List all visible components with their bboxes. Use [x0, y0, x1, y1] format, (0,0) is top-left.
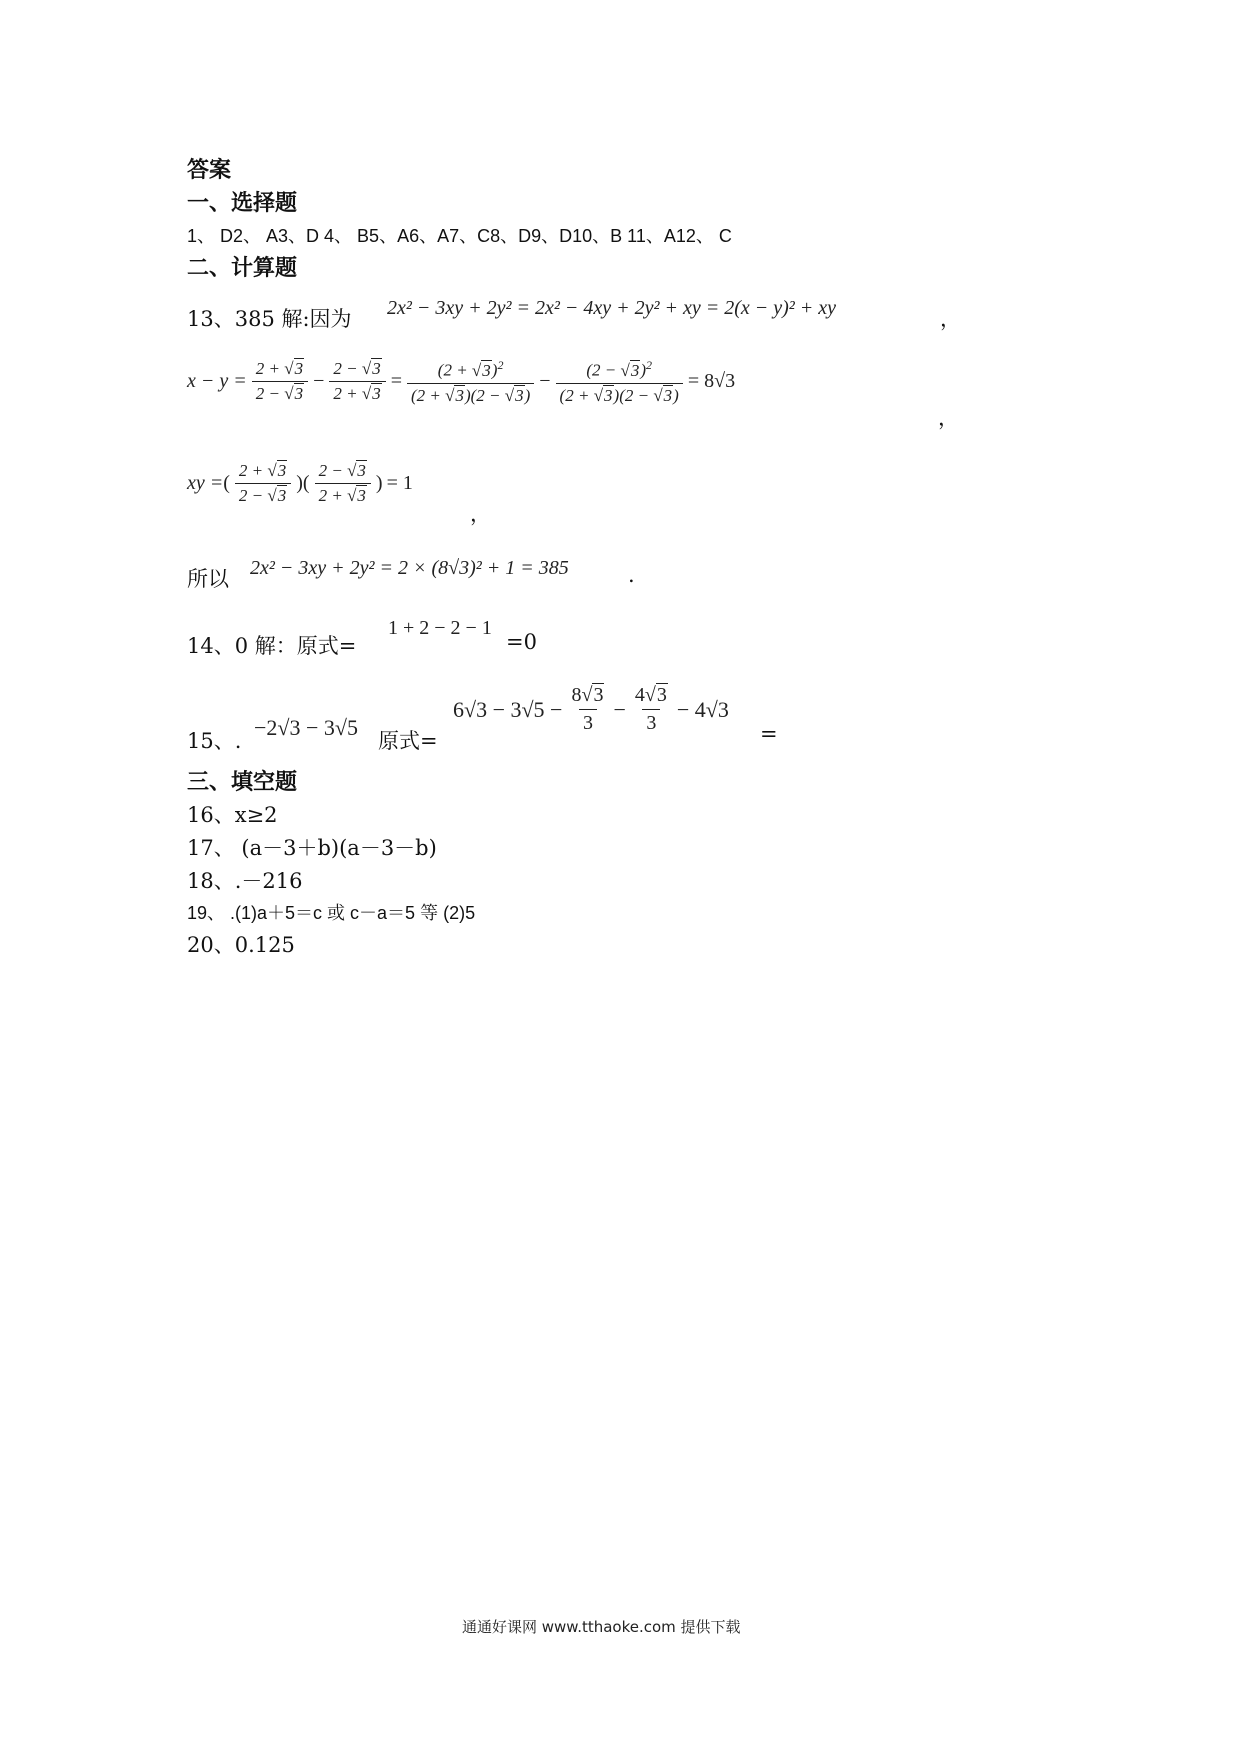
section-heading-choice: 一、选择题: [187, 191, 298, 216]
xy-result: = 1: [386, 472, 413, 494]
q13-identity: 2x² − 3xy + 2y² = 2x² − 4xy + 2y² + xy = 2(x − y)² + xy: [387, 297, 837, 319]
q17-answer: 17、 (a－3＋b)(a－3－b): [187, 836, 437, 860]
q15-mid: 原式=: [378, 729, 438, 753]
page-title: 答案: [187, 158, 232, 183]
q13-conclusion-expr: 2x² − 3xy + 2y² = 2 × (8√3)² + 1 = 385: [250, 557, 569, 579]
q15-answer: −2√3 − 3√5: [254, 715, 358, 740]
q19-answer: 19、 .(1)a＋5＝c 或 c－a＝5 等 (2)5: [187, 903, 476, 923]
q15-prefix: 15、.: [187, 729, 242, 753]
q14-suffix: =0: [506, 630, 537, 654]
q14-expr: 1 + 2 − 2 − 1: [388, 617, 492, 639]
q15-expr-start: 6√3 − 3√5 −: [453, 696, 563, 722]
q15-suffix: =: [760, 722, 778, 746]
choice-answers: 1、 D2、 A3、D 4、 B5、A6、A7、C8、D9、D10、B 11、A12、 C: [187, 226, 732, 246]
fraction: $\frac{4√3}{3}$: [634, 684, 667, 734]
xy-lhs: xy =: [187, 472, 224, 494]
fraction: $\frac{2 + √3}{2 - √3}$: [252, 359, 308, 404]
fraction: $\frac{(2 + √3)^2}{(2 + √3)(2 - √3)}$: [407, 358, 534, 406]
q18-answer: 18、.－216: [187, 869, 303, 893]
q13-xy-formula: xy = ( $\frac{2 + √3}{2 - √3}$ )( $\frac{2 - √3}{2 + √3}$ ) = 1: [187, 461, 413, 505]
q15-expr-end: − 4√3: [676, 696, 729, 722]
q13-x-minus-y-formula: x − y = $\frac{2 + √3}{2 - √3}$ − $\frac{2 - √3}{2 + √3}$ = $\frac{(2 + √3)^2}{(2 + √3)(2 - √3)}$ − $\frac{(2 - √3)^2}{(2 + √3)(2 - √3)}$ = 8√3: [187, 358, 736, 405]
fraction: $\frac{(2 - √3)^2}{(2 + √3)(2 - √3)}$: [556, 358, 683, 406]
fraction: $\frac{2 + √3}{2 - √3}$: [235, 461, 291, 506]
x-minus-y-result: = 8√3: [687, 370, 736, 393]
q13-period: .: [628, 563, 635, 587]
x-minus-y-lhs: x − y =: [187, 370, 247, 393]
q15-expression: 6√3 − 3√5 − $\frac{8√3}{3}$ − $\frac{4√3}{3}$ − 4√3: [453, 684, 729, 734]
q13-comma-2: ，: [938, 406, 959, 430]
fraction: $\frac{8√3}{3}$: [571, 684, 604, 734]
section-heading-fill: 三、填空题: [187, 770, 298, 795]
q16-answer: 16、x≥2: [187, 803, 278, 827]
q20-answer: 20、0.125: [187, 933, 295, 957]
fraction: $\frac{2 - √3}{2 + √3}$: [315, 461, 371, 506]
fraction: $\frac{2 - √3}{2 + √3}$: [329, 359, 385, 404]
q13-comma-3: ，: [470, 502, 491, 526]
q13-comma-1: ，: [940, 307, 961, 331]
q13-prefix: 13、385 解:因为: [187, 307, 352, 331]
q14-prefix: 14、0 解：原式=: [187, 634, 357, 658]
section-heading-calc: 二、计算题: [187, 256, 298, 281]
q13-conclusion-prefix: 所以: [187, 567, 229, 591]
footer-credit: 通通好课网 www.tthaoke.com 提供下载: [462, 1618, 741, 1636]
